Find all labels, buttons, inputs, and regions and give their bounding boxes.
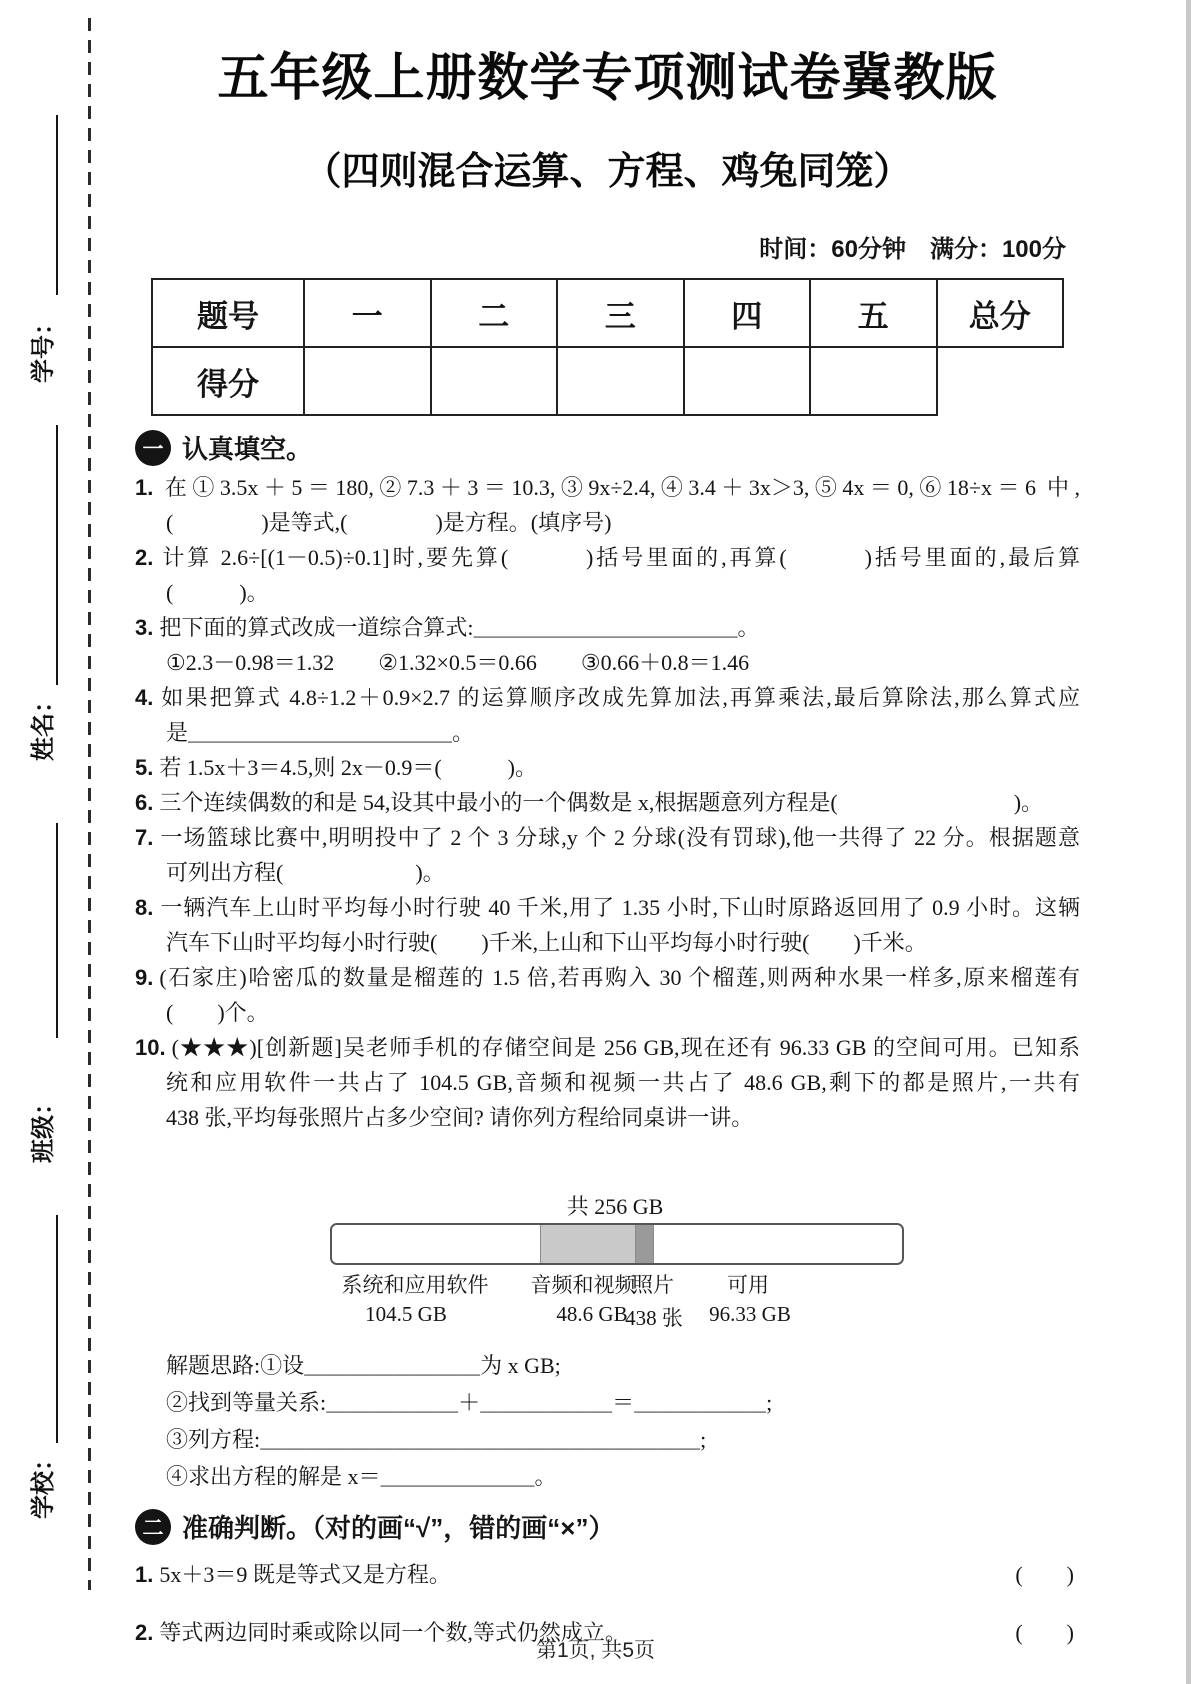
question-text: 5x＋3＝9 既是等式又是方程。 (159, 1562, 451, 1587)
sealed-margin (0, 0, 134, 1684)
question-line: ①2.3－0.98＝1.32 ②1.32×0.5＝0.66 ③0.66＋0.8＝1.46 (166, 650, 750, 675)
question-line (135, 890, 1080, 925)
question-line (135, 820, 1080, 855)
segment-system-apps (332, 1225, 540, 1263)
question-line (135, 680, 1080, 715)
score-header-cell: 五 (810, 279, 937, 347)
segment-value-audio-video: 48.6 GB (556, 1302, 628, 1326)
question-line: 是＿＿＿＿＿＿＿＿＿＿＿＿。 (166, 720, 475, 745)
fill-question-2 (135, 540, 1080, 610)
question-text: 在①3.5x＋5＝180,②7.3＋3＝10.3,③9x÷2.4,④3.4＋3x＞3,⑤4x＝0,⑥18÷x＝6 中, (159, 475, 1080, 500)
name-blank-line (56, 425, 58, 685)
score-cell-empty (304, 347, 431, 415)
question-line: ( )个。 (166, 1000, 269, 1025)
section-2-number-icon: 二 (135, 1509, 171, 1545)
score-cell-empty (431, 347, 558, 415)
segment-label-photos: 照片 (632, 1273, 674, 1297)
segment-available (653, 1225, 902, 1263)
question-number: 4. (135, 685, 154, 710)
question-number: 2. (135, 545, 154, 570)
fill-question-9 (135, 960, 1080, 1030)
fill-question-10 (135, 1030, 1080, 1135)
fill-question-4 (135, 680, 1080, 750)
fill-question-7 (135, 820, 1080, 890)
segment-value-system-apps: 104.5 GB (365, 1302, 447, 1326)
segment-label-audio-video: 音频和视频 (530, 1273, 636, 1297)
solution-steps (135, 1347, 1080, 1495)
section-2-header (135, 1508, 1080, 1545)
segment-photos (635, 1225, 653, 1263)
fill-question-3 (135, 610, 1080, 680)
question-line (135, 470, 1080, 505)
solution-step-2: ②找到等量关系:＿＿＿＿＿＿＋＿＿＿＿＿＿＝＿＿＿＿＿＿; (166, 1390, 773, 1415)
question-number: 8. (135, 895, 154, 920)
segment-audio-video (540, 1225, 636, 1263)
student-id-label: 学号： (30, 311, 57, 383)
score-cell-empty (684, 347, 811, 415)
solution-step-3: ③列方程:＿＿＿＿＿＿＿＿＿＿＿＿＿＿＿＿＿＿＿＿; (166, 1427, 707, 1452)
fill-question-5 (135, 750, 1080, 785)
segment-value-available: 96.33 GB (709, 1302, 791, 1326)
score-header-cell: 一 (304, 279, 431, 347)
question-text: (石家庄)哈密瓜的数量是榴莲的 1.5 倍,若再购入 30 个榴莲,则两种水果一样多,原来榴莲有 (159, 965, 1080, 990)
segment-label-available: 可用 (727, 1273, 769, 1297)
question-number: 9. (135, 965, 154, 990)
page-edge-shadow (1186, 0, 1191, 1684)
question-number: 3. (135, 615, 154, 640)
score-header-cell: 四 (684, 279, 811, 347)
question-line (135, 1030, 1080, 1065)
paper-title: 五年级上册数学专项测试卷冀教版 (217, 49, 998, 106)
score-table (151, 278, 1064, 416)
question-line (135, 540, 1080, 575)
section-2-title: 准确判断。（对的画“√”，错的画“×”） (182, 1513, 615, 1543)
question-text: 一辆汽车上山时平均每小时行驶 40 千米,用了 1.35 小时,下山时原路返回用了 0.9 小时。这辆 (159, 895, 1080, 920)
binding-dashed-line (88, 18, 91, 1590)
segment-value-photos: 438 张 (625, 1306, 683, 1330)
question-line: ( )是等式,( )是方程。(填序号) (166, 510, 612, 535)
question-line: 可列出方程( )。 (166, 860, 445, 885)
solution-step-1: 解题思路:①设＿＿＿＿＿＿＿＿为 x GB; (166, 1353, 561, 1378)
page-footer: 第1页, 共5页 (535, 1639, 656, 1662)
question-line: ( )。 (166, 580, 269, 605)
question-line (135, 610, 1080, 645)
score-header-cell: 题号 (152, 279, 304, 347)
question-text: 若 1.5x＋3＝4.5,则 2x－0.9＝( )。 (159, 755, 538, 780)
question-line: 汽车下山时平均每小时行驶( )千米,上山和下山平均每小时行驶( )千米。 (166, 930, 927, 955)
segment-label-system-apps: 系统和应用软件 (341, 1273, 489, 1297)
question-line (135, 750, 1080, 785)
school-blank-line (56, 1215, 58, 1443)
score-table-score-row (152, 347, 1063, 415)
score-header-cell: 二 (431, 279, 558, 347)
question-text: 把下面的算式改成一道综合算式:＿＿＿＿＿＿＿＿＿＿＿＿。 (159, 615, 760, 640)
question-line: 438 张,平均每张照片占多少空间? 请你列方程给同桌讲一讲。 (166, 1105, 754, 1130)
question-number: 7. (135, 825, 154, 850)
storage-bar (330, 1223, 904, 1265)
fill-in-questions (135, 470, 1080, 1135)
paper-content (135, 0, 1080, 1653)
score-cell-empty (557, 347, 684, 415)
score-table-header-row (152, 279, 1063, 347)
question-text: 一场篮球比赛中,明明投中了 2 个 3 分球,y 个 2 分球(没有罚球),他一共得了 22 分。根据题意 (159, 825, 1080, 850)
question-text: 三个连续偶数的和是 54,设其中最小的一个偶数是 x,根据题意列方程是( )。 (159, 790, 1044, 815)
section-1-number-icon: 一 (135, 430, 171, 466)
fill-question-1 (135, 470, 1080, 540)
name-label: 姓名： (30, 689, 57, 761)
question-text: (★★★)[创新题]吴老师手机的存储空间是 256 GB,现在还有 96.33 GB 的空间可用。已知系 (171, 1035, 1080, 1060)
answer-blank: ( ) (1015, 1562, 1074, 1587)
question-number: 1. (135, 475, 154, 500)
fill-question-8 (135, 890, 1080, 960)
time-score-info: 时间：60分钟 满分：100分 (759, 236, 1066, 263)
question-text: 如果把算式 4.8÷1.2＋0.9×2.7 的运算顺序改成先算加法,再算乘法,最后算除法,那么算式应 (159, 685, 1080, 710)
fill-question-6 (135, 785, 1080, 820)
question-line (135, 785, 1080, 820)
question-number: 2. (135, 1620, 154, 1645)
question-text: 计算 2.6÷[(1－0.5)÷0.1]时,要先算( )括号里面的,再算( )括号里面的,最后算 (159, 545, 1080, 570)
question-number: 10. (135, 1035, 166, 1060)
question-number: 1. (135, 1562, 154, 1587)
storage-diagram (135, 1190, 1080, 1331)
section-1-header (135, 429, 1080, 466)
score-cell-empty (810, 347, 937, 415)
student-id-blank-line (56, 115, 58, 295)
score-row-label: 得分 (152, 347, 304, 415)
school-label: 学校： (30, 1447, 57, 1519)
judge-text (135, 1555, 451, 1595)
judge-question-1 (135, 1555, 1080, 1595)
question-line (135, 960, 1080, 995)
question-number: 6. (135, 790, 154, 815)
score-header-cell: 总分 (937, 279, 1064, 347)
class-label: 班级： (30, 1091, 57, 1163)
question-line: 统和应用软件一共占了 104.5 GB,音频和视频一共占了 48.6 GB,剩下的都是照片,一共有 (166, 1070, 1080, 1095)
storage-total-label: 共 256 GB (566, 1194, 664, 1219)
question-number: 5. (135, 755, 154, 780)
answer-blank: ( ) (1015, 1620, 1074, 1645)
section-1-title: 认真填空。 (182, 434, 313, 464)
question-text: 等式两边同时乘或除以同一个数,等式仍然成立。 (159, 1620, 627, 1645)
paper-subtitle: （四则混合运算、方程、鸡兔同笼） (303, 151, 912, 193)
class-blank-line (56, 823, 58, 1038)
solution-step-4: ④求出方程的解是 x＝＿＿＿＿＿＿＿。 (166, 1464, 557, 1489)
score-header-cell: 三 (557, 279, 684, 347)
